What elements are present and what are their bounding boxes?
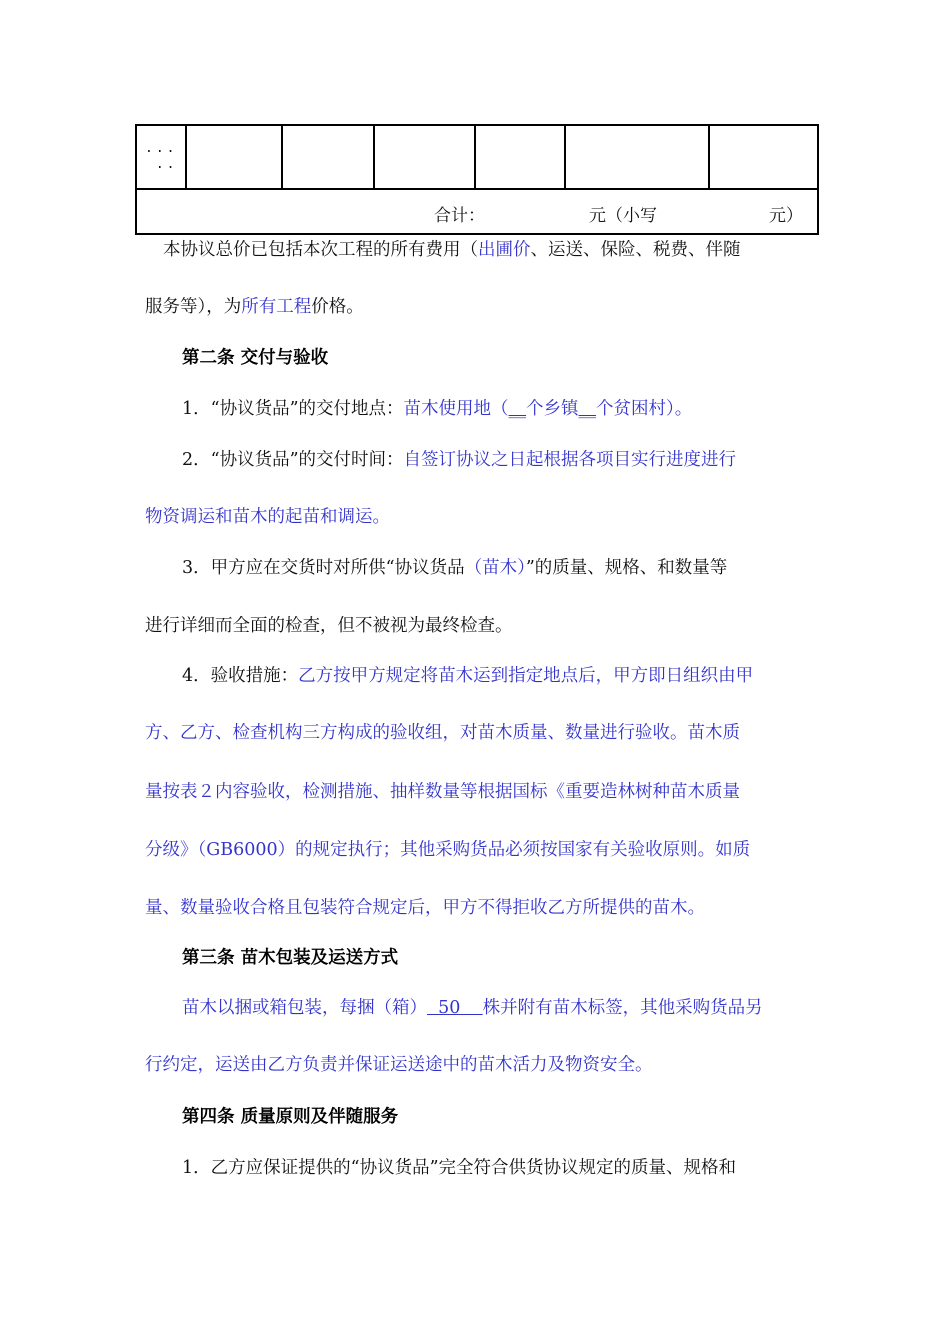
text-run: 2．“协议货品”的交付时间： <box>182 450 404 470</box>
table-cell <box>475 125 565 189</box>
text-run: 出圃价 <box>478 240 531 260</box>
goods-table <box>135 124 819 235</box>
total-label: 合计： <box>434 206 485 226</box>
price-note-line-2 <box>145 295 364 319</box>
table-total-row <box>136 189 818 234</box>
total-cell <box>136 189 818 234</box>
article-2-heading: 第二条 交付与验收 <box>182 348 329 368</box>
text-run: ”的质量、规格、和数量等 <box>525 558 728 578</box>
article-3-line-2: 行约定，运送由乙方负责并保证运送途中的苗木活力及物资安全。 <box>145 1055 653 1075</box>
article-2-item-4-line-5: 量、数量验收合格且包装符合规定后，甲方不得拒收乙方所提供的苗木。 <box>145 898 705 918</box>
article-2-item-3-cont: 进行详细而全面的检查，但不被视为最终检查。 <box>145 616 513 636</box>
article-2-item-4-line-2: 方、乙方、检查机构三方构成的验收组，对苗木质量、数量进行验收。苗木质 <box>145 723 740 743</box>
blank-field: __ <box>508 399 527 419</box>
price-note-line-1 <box>163 238 741 262</box>
text-run: 自签订协议之日起根据各项目实行进度进行 <box>403 450 737 470</box>
bundle-count: 50 <box>427 998 483 1018</box>
text-run: 乙方按甲方规定将苗木运到指定地点后，甲方即日组织由甲 <box>298 666 754 686</box>
text-run: 3．甲方应在交货时对所供“协议货品 <box>182 558 465 578</box>
table-cell <box>186 125 282 189</box>
text-run: 苗木使用地（ <box>403 399 509 419</box>
table-cell <box>374 125 475 189</box>
table-cell <box>136 125 186 189</box>
article-2-item-4 <box>182 664 753 688</box>
text-run: 株并附有苗木标签，其他采购货品另 <box>482 998 763 1018</box>
table-cell <box>282 125 374 189</box>
article-4-item-1: 1．乙方应保证提供的“协议货品”完全符合供货协议规定的质量、规格和 <box>182 1158 737 1178</box>
article-2-item-1 <box>182 397 692 421</box>
text-run: 个贫困村）。 <box>596 399 693 419</box>
article-2-item-3 <box>182 556 727 580</box>
article-2-item-2-cont: 物资调运和苗木的起苗和调运。 <box>145 507 390 527</box>
text-run: 4．验收措施： <box>182 666 299 686</box>
text-run: 服务等），为 <box>145 297 242 317</box>
text-run: 1．“协议货品”的交付地点： <box>182 399 404 419</box>
text-run: 苗木以捆或箱包装，每捆（箱） <box>182 998 427 1018</box>
article-3-line-1 <box>182 996 763 1020</box>
text-run: 所有工程 <box>241 297 312 317</box>
total-yuan-close: 元） <box>769 206 803 226</box>
text-run: （苗木） <box>464 558 526 578</box>
text-run: 价格。 <box>311 297 364 317</box>
table-cell <box>709 125 818 189</box>
article-2-item-4-line-3: 量按表２内容验收，检测措施、抽样数量等根据国标《重要造林树种苗木质量 <box>145 782 740 802</box>
article-2-item-4-line-4: 分级》（GB6000）的规定执行；其他采购货品必须按国家有关验收原则。如质 <box>145 840 751 860</box>
text-run: 个乡镇 <box>526 399 579 419</box>
blank-field: __ <box>578 399 597 419</box>
ellipsis-text: ... .. <box>145 141 178 172</box>
article-4-heading: 第四条 质量原则及伴随服务 <box>182 1107 399 1127</box>
text-run: 本协议总价已包括本次工程的所有费用（ <box>163 240 478 260</box>
total-yuan-label: 元（小写 <box>589 206 657 226</box>
table-row <box>136 125 818 189</box>
article-3-heading: 第三条 苗木包装及运送方式 <box>182 948 399 968</box>
table-cell <box>565 125 709 189</box>
article-2-item-2 <box>182 448 736 472</box>
text-run: 、运送、保险、税费、伴随 <box>530 240 741 260</box>
